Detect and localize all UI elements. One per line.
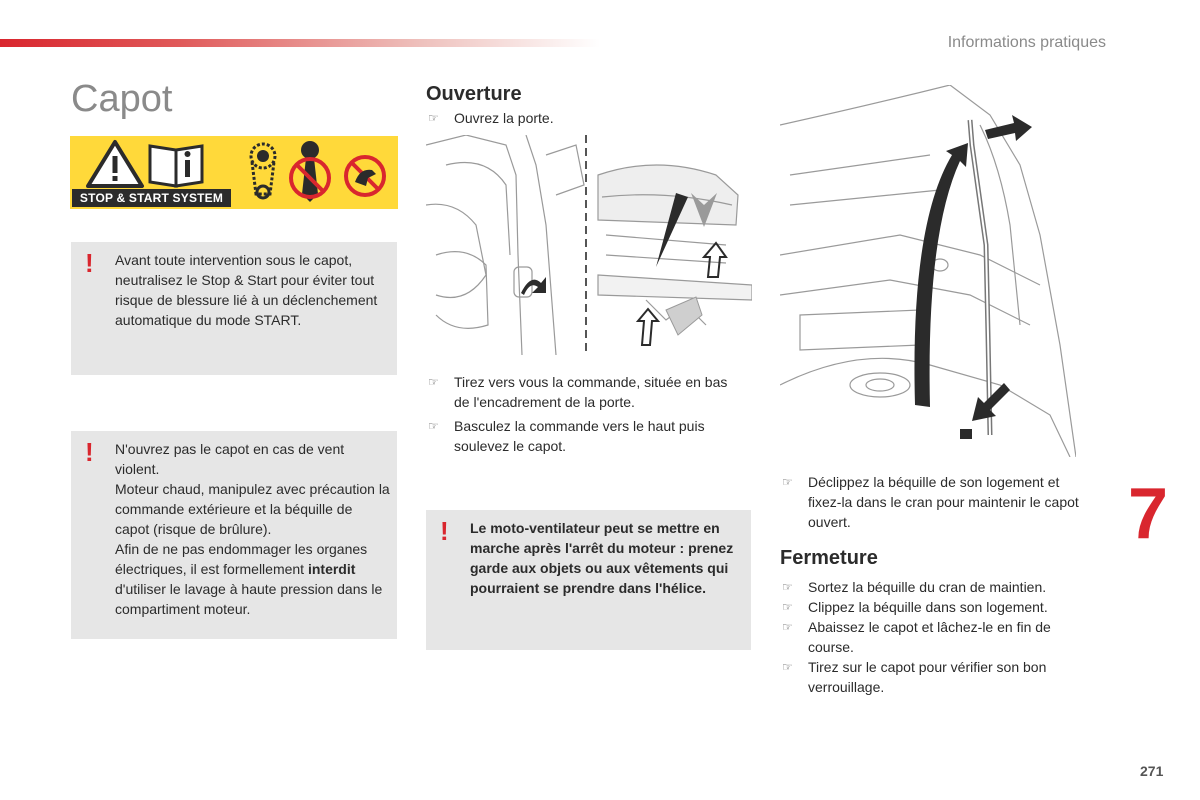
- note-emphasis: interdit: [307, 561, 356, 577]
- fermeture-steps-list: [780, 577, 1080, 697]
- note-line-wind: N'ouvrez pas le capot en cas de vent violent.: [115, 441, 345, 477]
- note-line-heat: Moteur chaud, manipulez avec précaution la commande extérieure et la béquille de capot (risque de brûlure).: [115, 481, 390, 537]
- note-text: [115, 439, 390, 619]
- step-text: Basculez la commande vers le haut puis soulevez le capot.: [454, 418, 705, 454]
- list-item: [780, 657, 1080, 697]
- list-item: [780, 617, 1080, 657]
- ouverture-heading: Ouverture: [426, 83, 522, 105]
- step-text: Sortez la béquille du cran de maintien.: [808, 579, 1047, 595]
- page-title: Capot: [71, 78, 173, 120]
- exclamation-icon: !: [85, 437, 94, 467]
- pointing-hand-icon: ☞: [782, 600, 793, 614]
- list-item: [780, 577, 1080, 597]
- pointing-hand-icon: ☞: [428, 375, 439, 389]
- list-item: [780, 472, 1090, 532]
- warning-note-fan: [426, 510, 751, 650]
- chapter-number: 7: [1128, 474, 1169, 554]
- list-item: [426, 108, 746, 128]
- note-line-washing-b: d'utiliser le lavage à haute pression dans le compartiment moteur.: [115, 581, 383, 617]
- pointing-hand-icon: ☞: [782, 620, 793, 634]
- note-line-washing-a: Afin de ne pas endommager les organes électriques, il est formellement: [115, 541, 368, 577]
- step-text: Clippez la béquille dans son logement.: [808, 599, 1048, 615]
- note-line-washing: [115, 539, 390, 619]
- stop-start-label: STOP & START SYSTEM: [72, 189, 231, 207]
- manual-book-icon: [150, 146, 202, 186]
- fermeture-heading: Fermeture: [780, 547, 878, 569]
- stop-start-warning-banner: [70, 136, 398, 209]
- warning-note-wind-heat: [71, 431, 397, 639]
- no-tie-icon: [291, 141, 329, 202]
- fan-belt-icon: [251, 144, 275, 198]
- warning-triangle-icon: [88, 142, 142, 186]
- hood-release-figure: [426, 135, 752, 355]
- hood-prop-figure: [780, 85, 1076, 457]
- ouverture-step1-list: [426, 108, 746, 132]
- step-text: Abaissez le capot et lâchez-le en fin de course.: [808, 619, 1051, 655]
- header-accent-bar: [0, 39, 600, 47]
- step-text: Déclippez la béquille de son logement et fixez-la dans le cran pour maintenir le capot ouvert.: [808, 474, 1079, 530]
- prop-step-list: [780, 472, 1090, 536]
- exclamation-icon: !: [85, 248, 94, 278]
- pointing-hand-icon: ☞: [782, 660, 793, 674]
- pointing-hand-icon: ☞: [428, 111, 439, 125]
- step-text: Tirez vers vous la commande, située en bas de l'encadrement de la porte.: [454, 374, 728, 410]
- page-number: 271: [1140, 763, 1164, 779]
- step-text: Ouvrez la porte.: [454, 110, 554, 126]
- list-item: [426, 372, 736, 412]
- warning-note-stop-start: [71, 242, 397, 375]
- ouverture-steps-list: [426, 372, 736, 460]
- pointing-hand-icon: ☞: [782, 580, 793, 594]
- list-item: [426, 416, 736, 456]
- note-text: Avant toute intervention sous le capot, neutralisez le Stop & Start pour éviter tout risque de blessure lié à un déclenchement automatique du mode START.: [115, 252, 378, 328]
- no-hand-icon: [346, 157, 384, 195]
- list-item: [780, 597, 1080, 617]
- section-title: Informations pratiques: [947, 34, 1106, 51]
- pointing-hand-icon: ☞: [782, 475, 793, 489]
- pointing-hand-icon: ☞: [428, 419, 439, 433]
- step-text: Tirez sur le capot pour vérifier son bon verrouillage.: [808, 659, 1047, 695]
- note-text: Le moto-ventilateur peut se mettre en marche après l'arrêt du moteur : prenez garde aux objets ou aux vêtements qui pourraient se prendre dans l'hélice.: [470, 520, 734, 596]
- exclamation-icon: !: [440, 516, 449, 546]
